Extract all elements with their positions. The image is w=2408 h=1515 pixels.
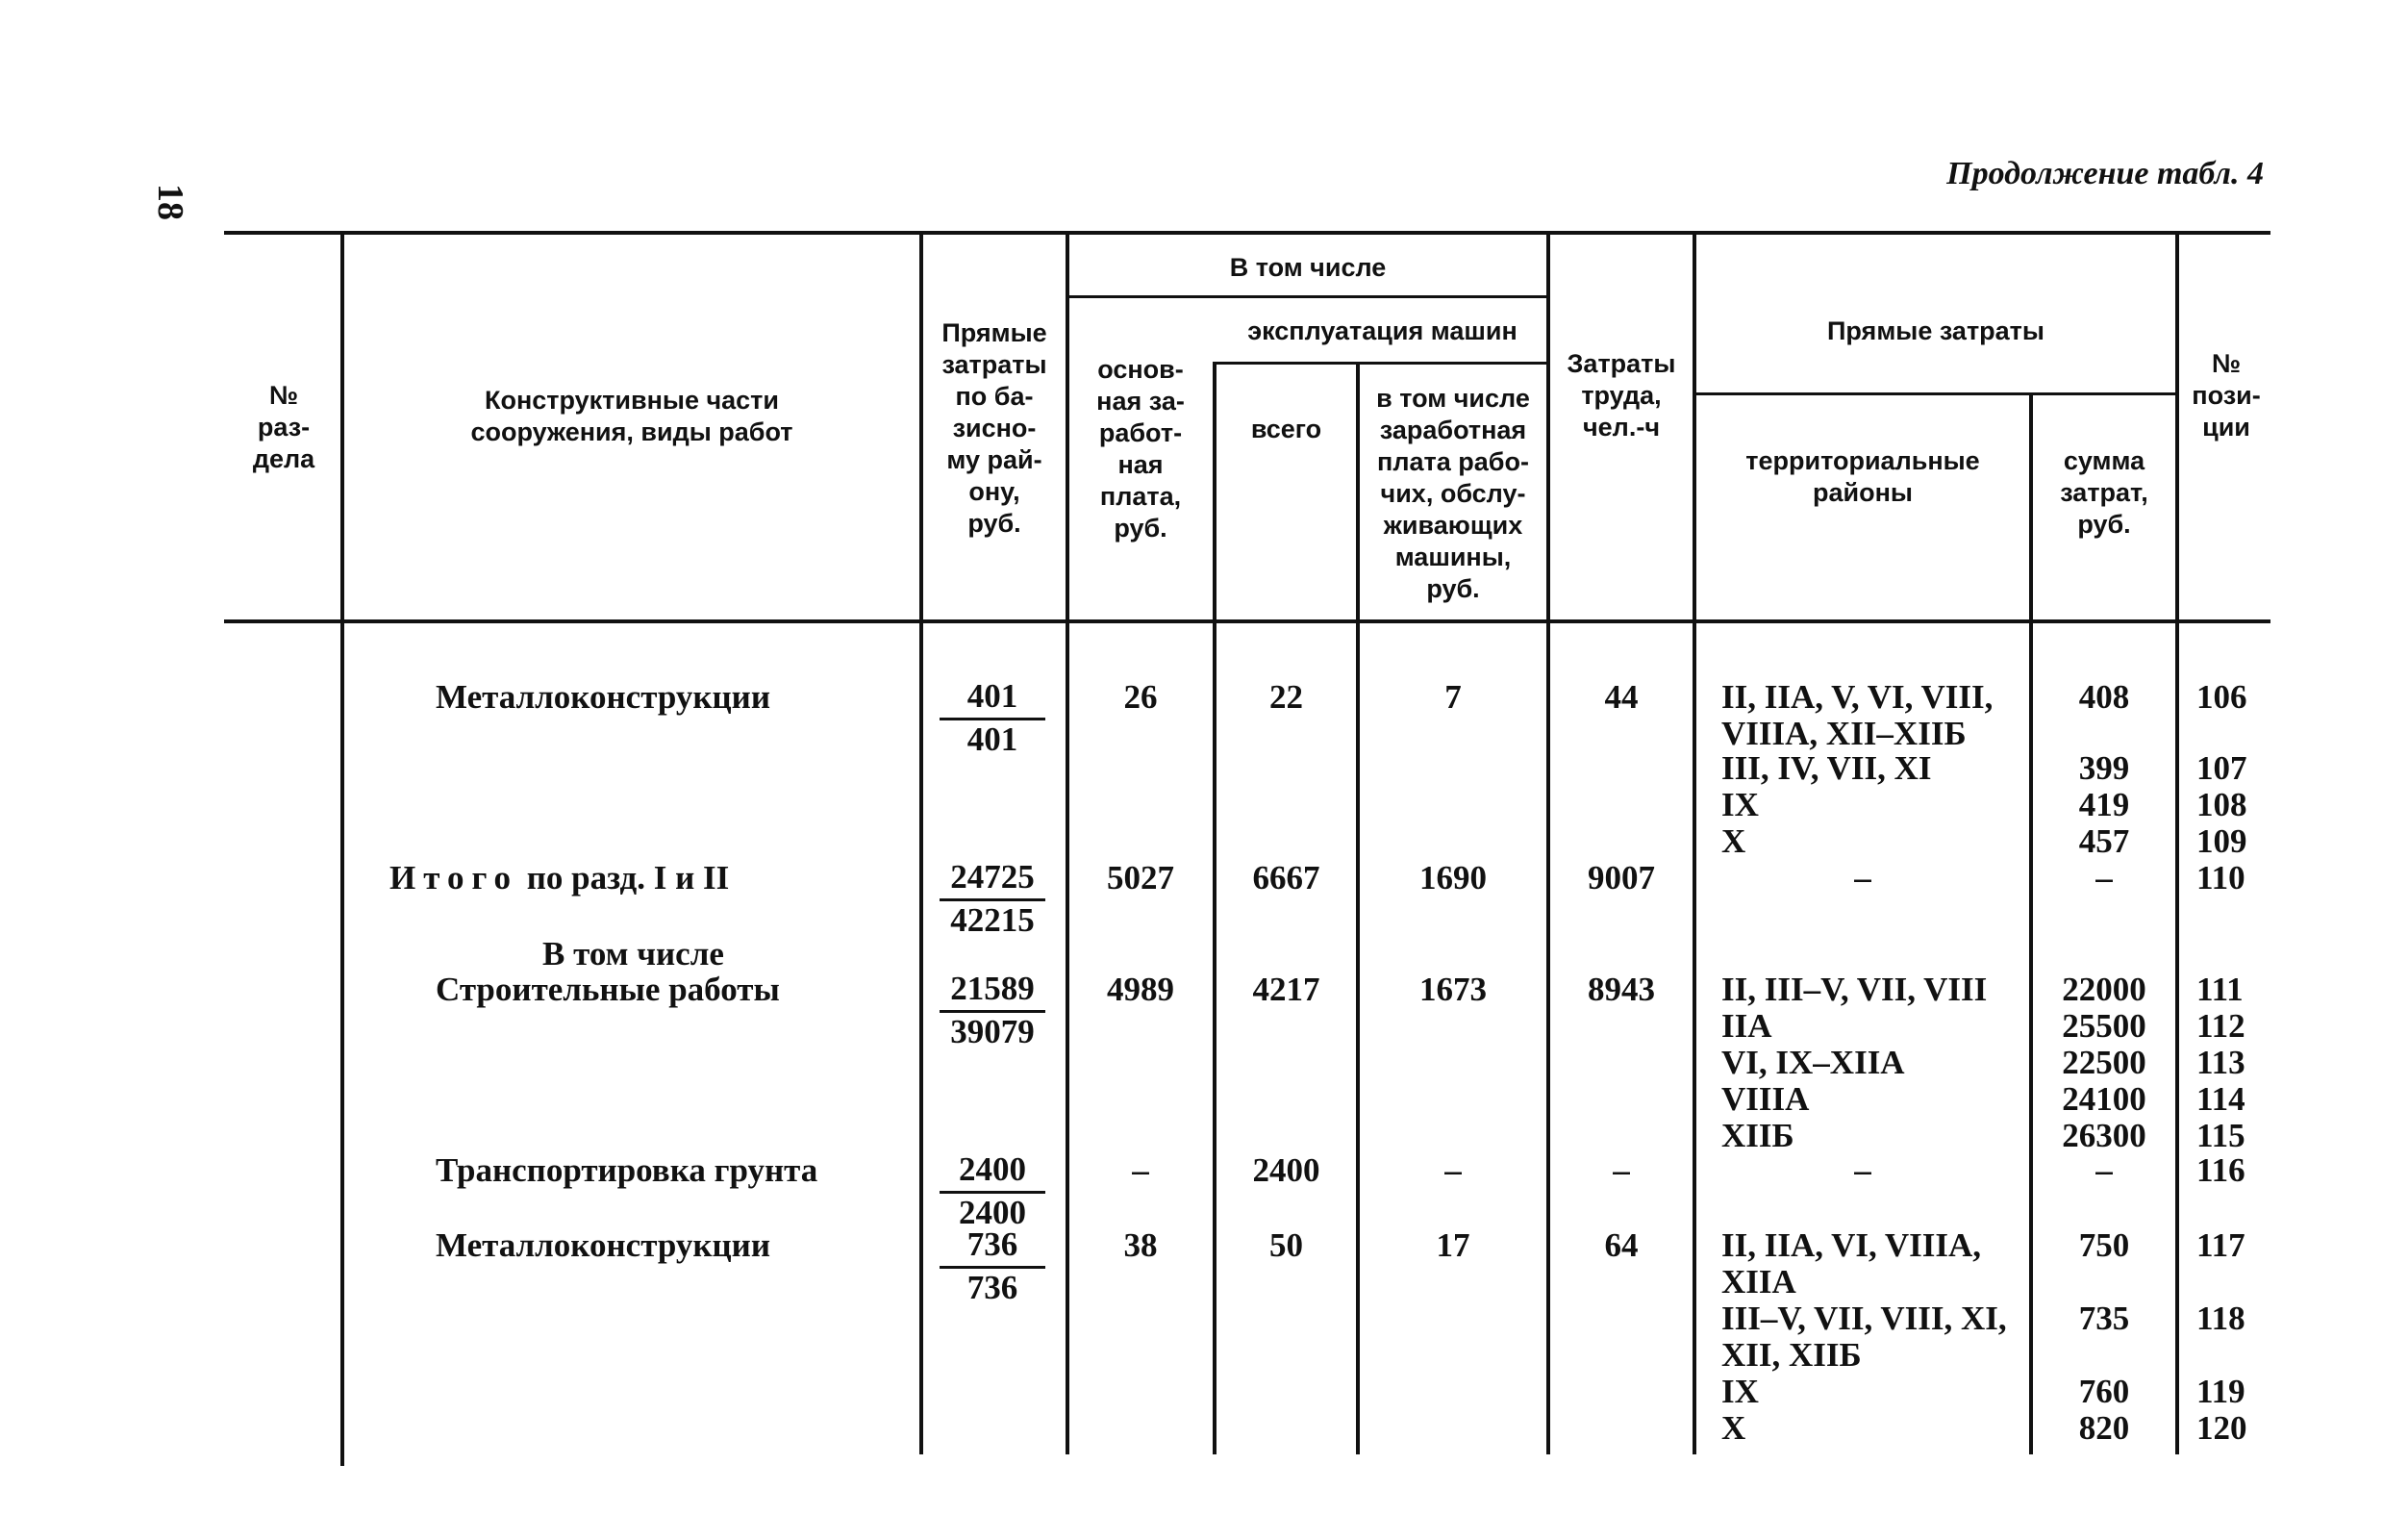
sum-value: 22500 xyxy=(2062,1044,2146,1081)
header-sum: сумма затрат, руб. xyxy=(2060,446,2148,539)
sum-value: 820 xyxy=(2078,1409,2130,1447)
sum-value: 22000 xyxy=(2062,971,2146,1008)
sum-value: 750 xyxy=(2078,1226,2130,1264)
header-machine-op: эксплуатация машин xyxy=(1247,316,1518,345)
machine-total-value: 4217 xyxy=(1252,971,1320,1008)
fraction-numerator: 401 xyxy=(940,677,1045,720)
header-machine-wage: в том числе заработная плата рабо- чих, обслу- живающих машины, руб. xyxy=(1376,384,1530,603)
fraction-denominator: 42215 xyxy=(950,901,1035,939)
header-bottom-rule xyxy=(224,619,2270,623)
sum-value: 760 xyxy=(2078,1373,2130,1410)
region-list: IX xyxy=(1721,786,1759,823)
table-top-rule xyxy=(224,231,2270,235)
position-number: 119 xyxy=(2196,1373,2245,1410)
col-rule-7 xyxy=(1693,233,1696,1454)
fraction-numerator: 736 xyxy=(940,1225,1045,1269)
direct-cost-fraction xyxy=(940,677,1045,759)
base-wage-value: 5027 xyxy=(1107,859,1174,896)
position-number: 109 xyxy=(2196,822,2247,860)
fraction-denominator: 2400 xyxy=(959,1194,1026,1231)
row-name: Строительные работы xyxy=(436,971,780,1008)
region-list: VIIIA xyxy=(1721,1080,1810,1118)
page-number: 18 xyxy=(150,184,190,220)
machine-wage-value: 1690 xyxy=(1419,859,1487,896)
fraction-numerator: 2400 xyxy=(940,1150,1045,1194)
machine-total-value: 6667 xyxy=(1252,859,1320,896)
machine-wage-value: – xyxy=(1444,1151,1462,1189)
col-rule-8 xyxy=(2029,394,2033,1454)
fraction-numerator: 24725 xyxy=(940,858,1045,901)
region-list: II, III–V, VII, VIII xyxy=(1721,971,1988,1008)
total-label-rest: по разд. I и II xyxy=(517,859,730,896)
sum-value: – xyxy=(2095,859,2113,896)
position-number: 114 xyxy=(2196,1080,2245,1118)
fraction-denominator: 39079 xyxy=(950,1013,1035,1050)
machine-total-value: 50 xyxy=(1269,1226,1303,1264)
position-number: 118 xyxy=(2196,1300,2245,1337)
region-list: II, IIA, VI, VIIIA, XIIA xyxy=(1721,1226,1982,1300)
machine-rule xyxy=(1213,362,1548,365)
labor-value: 8943 xyxy=(1588,971,1655,1008)
fraction-numerator: 21589 xyxy=(940,970,1045,1013)
direct-cost-fraction xyxy=(940,970,1045,1051)
header-labor: Затраты труда, чел.-ч xyxy=(1567,349,1676,442)
region-list: – xyxy=(1854,859,1871,896)
including-rule xyxy=(1066,295,1548,298)
region-list: – xyxy=(1854,1151,1871,1189)
region-list: II, IIA, V, VI, VIII, VIIIA, XII–XIIБ xyxy=(1721,678,1994,752)
sum-value: 26300 xyxy=(2062,1117,2146,1154)
direct-costs-rule xyxy=(1693,392,2175,395)
region-list: VI, IX–XIIA xyxy=(1721,1044,1905,1081)
subheading: В том числе xyxy=(542,935,724,972)
machine-wage-value: 1673 xyxy=(1419,971,1487,1008)
header-base-wage: основ- ная за- работ- ная плата, руб. xyxy=(1096,355,1185,543)
machine-total-value: 2400 xyxy=(1252,1151,1320,1189)
base-wage-value: 38 xyxy=(1123,1226,1158,1264)
labor-value: 44 xyxy=(1604,678,1639,716)
position-number: 111 xyxy=(2196,971,2244,1008)
direct-cost-fraction xyxy=(940,1150,1045,1232)
machine-total-value: 22 xyxy=(1269,678,1303,716)
row-name: Транспортировка грунта xyxy=(436,1151,818,1189)
region-list: XIIБ xyxy=(1721,1117,1794,1154)
direct-cost-fraction xyxy=(940,1225,1045,1307)
sum-value: 399 xyxy=(2078,749,2130,787)
header-direct-base: Прямые затраты по ба- зисно- му рай- ону, руб. xyxy=(941,318,1047,538)
sum-value: 408 xyxy=(2078,678,2130,716)
base-wage-value: – xyxy=(1132,1151,1149,1189)
region-list: III–V, VII, VIII, XI, XII, XIIБ xyxy=(1721,1300,2007,1374)
row-name: Металлоконструкции xyxy=(436,1226,771,1264)
total-label: Итого xyxy=(389,859,518,896)
machine-wage-value: 17 xyxy=(1436,1226,1470,1264)
sum-value: 457 xyxy=(2078,822,2130,860)
region-list: III, IV, VII, XI xyxy=(1721,749,1932,787)
position-number: 106 xyxy=(2196,678,2247,716)
position-number: 110 xyxy=(2196,859,2245,896)
region-list: X xyxy=(1721,1409,1746,1447)
header-parts: Конструктивные части сооружения, виды работ xyxy=(470,386,793,446)
header-section-no: № раз- дела xyxy=(252,381,315,473)
region-list: X xyxy=(1721,822,1746,860)
region-list: IX xyxy=(1721,1373,1759,1410)
position-number: 115 xyxy=(2196,1117,2245,1154)
sum-value: – xyxy=(2095,1151,2113,1189)
region-list: IIA xyxy=(1721,1007,1772,1045)
row-name-total xyxy=(389,860,729,896)
position-number: 108 xyxy=(2196,786,2247,823)
labor-value: – xyxy=(1613,1151,1630,1189)
labor-value: 64 xyxy=(1604,1226,1639,1264)
base-wage-value: 4989 xyxy=(1107,971,1174,1008)
sum-value: 735 xyxy=(2078,1300,2130,1337)
sum-value: 25500 xyxy=(2062,1007,2146,1045)
base-wage-value: 26 xyxy=(1123,678,1158,716)
fraction-denominator: 736 xyxy=(966,1269,1018,1306)
position-number: 107 xyxy=(2196,749,2247,787)
row-name: Металлоконструкции xyxy=(436,678,771,716)
col-rule-4 xyxy=(1213,364,1217,1454)
position-number: 116 xyxy=(2196,1151,2245,1189)
fraction-denominator: 401 xyxy=(966,720,1018,758)
header-position-no: № пози- ции xyxy=(2192,349,2261,442)
machine-wage-value: 7 xyxy=(1444,678,1462,716)
position-number: 120 xyxy=(2196,1409,2247,1447)
position-number: 112 xyxy=(2196,1007,2245,1045)
labor-value: 9007 xyxy=(1588,859,1655,896)
direct-cost-fraction xyxy=(940,858,1045,940)
header-including: В том числе xyxy=(1229,253,1387,282)
position-number: 117 xyxy=(2196,1226,2245,1264)
position-number: 113 xyxy=(2196,1044,2245,1081)
sum-value: 24100 xyxy=(2062,1080,2146,1118)
sum-value: 419 xyxy=(2078,786,2130,823)
header-direct-costs: Прямые затраты xyxy=(1827,316,2044,345)
header-machine-total: всего xyxy=(1250,415,1322,443)
header-regions: территориальные районы xyxy=(1745,446,1980,507)
table-caption: Продолжение табл. 4 xyxy=(1946,156,2264,191)
